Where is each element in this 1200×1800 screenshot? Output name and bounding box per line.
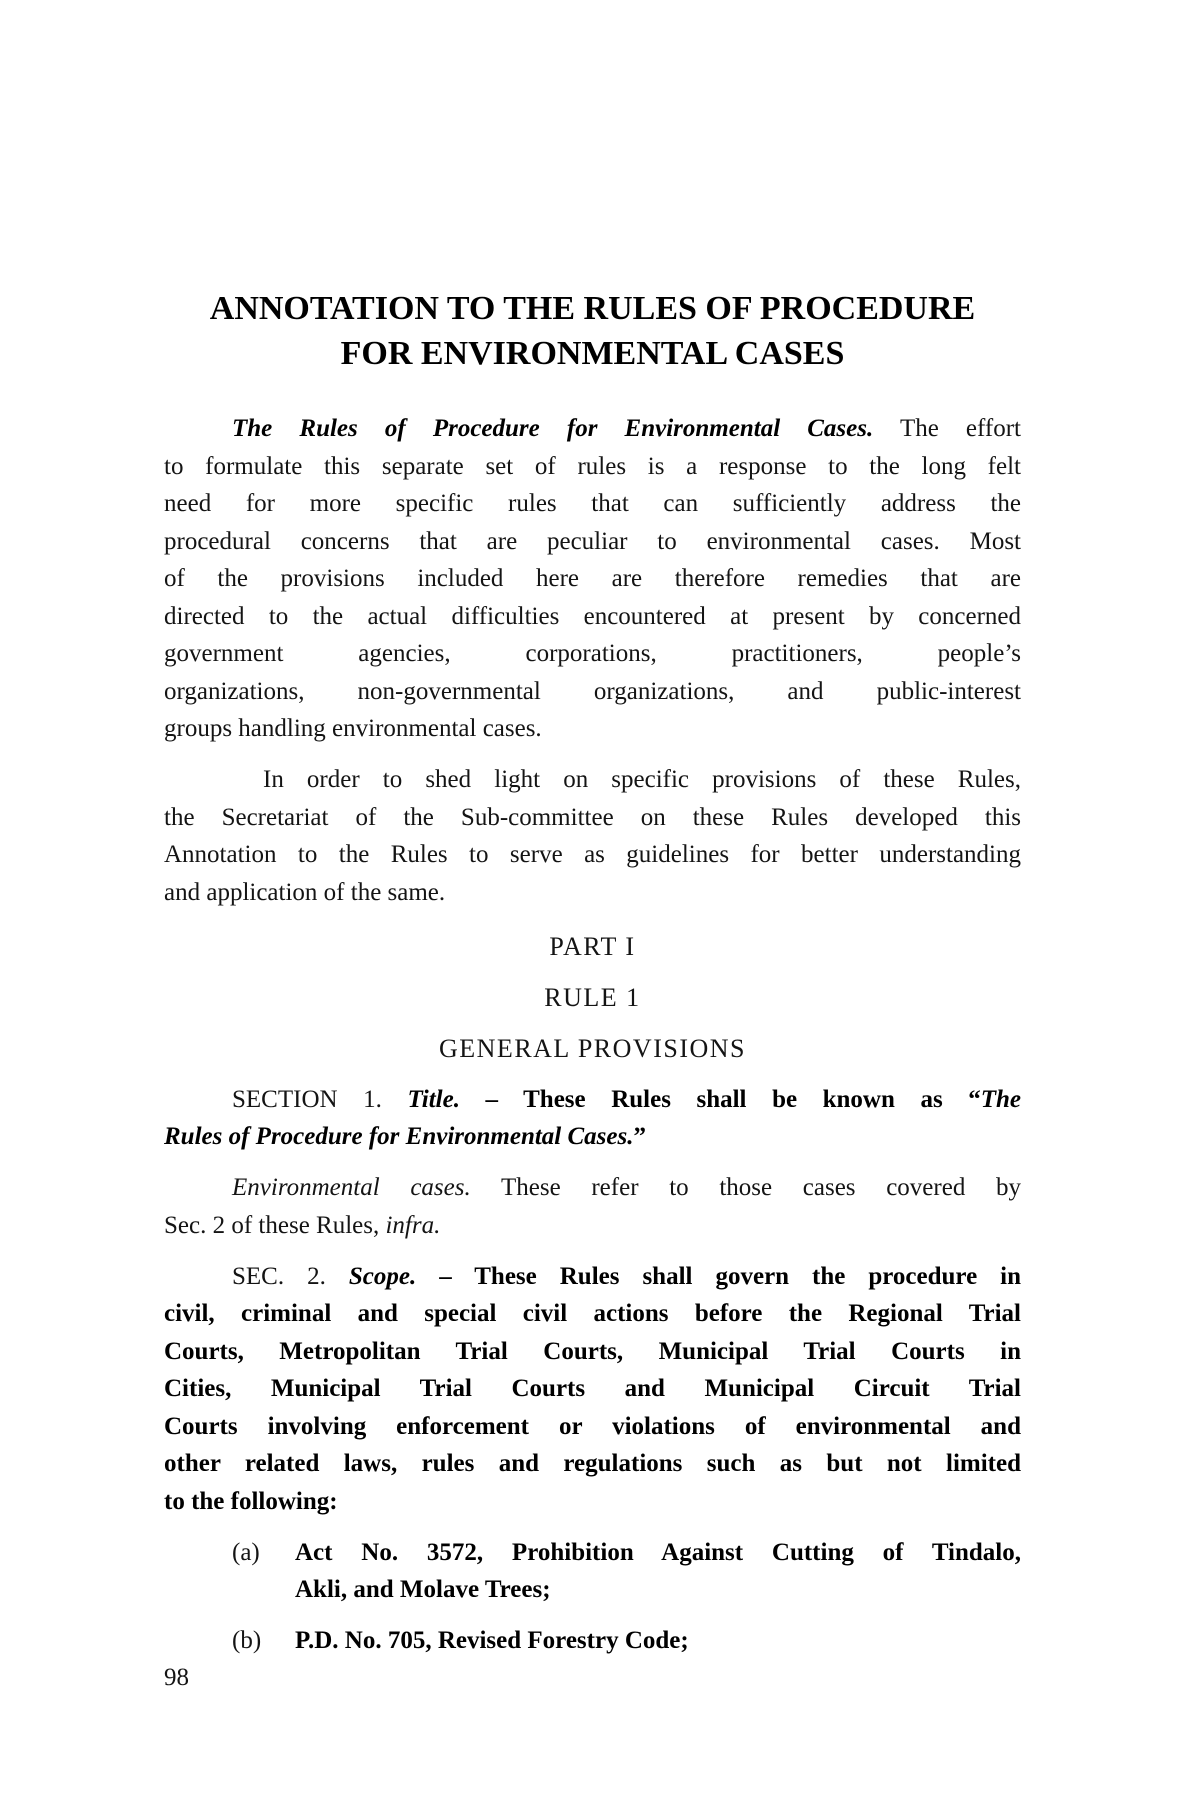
paragraph-line: Annotation to the Rules to serve as guidelines for better understanding bbox=[164, 841, 1021, 868]
paragraph-line: directed to the actual difficulties encountered at present by concerned bbox=[164, 602, 1021, 630]
paragraph-line: groups handling environmental cases. bbox=[164, 715, 542, 742]
line-text: The effort bbox=[899, 415, 1021, 442]
paragraph-line: procedural concerns that are peculiar to environmental cases. Most bbox=[164, 527, 1021, 555]
page-number: 98 bbox=[164, 1664, 189, 1691]
quoted-title: Rules of Procedure for Environmental Cases. bbox=[164, 1123, 634, 1150]
law-item-text bbox=[295, 1622, 1021, 1660]
section-line: civil, criminal and special civil actions before the Regional Trial bbox=[164, 1300, 1021, 1327]
title-line: FOR ENVIRONMENTAL CASES bbox=[340, 335, 845, 372]
note-text: These refer to those cases covered by bbox=[500, 1174, 1021, 1201]
section-line: to the following: bbox=[164, 1487, 338, 1515]
section-2 bbox=[164, 1258, 1021, 1521]
paragraph-line: of the provisions included here are therefore remedies that are bbox=[164, 565, 1021, 592]
rule-heading: RULE 1 bbox=[544, 982, 641, 1012]
quoted-title: The bbox=[980, 1085, 1022, 1113]
section-line bbox=[164, 1258, 1021, 1296]
section-heading: Scope. bbox=[348, 1262, 417, 1290]
part-heading: PART I bbox=[549, 931, 636, 961]
purpose-paragraph bbox=[164, 761, 1021, 911]
law-item-line: Act No. 3572, Prohibition Against Cutting of Tindalo, bbox=[295, 1538, 1021, 1566]
section-line bbox=[164, 1081, 1021, 1119]
title-line: ANNOTATION TO THE RULES OF PROCEDURE bbox=[209, 290, 976, 327]
paragraph-line: the Secretariat of the Sub-committee on these Rules developed this bbox=[164, 803, 1021, 831]
intro-paragraph bbox=[164, 410, 1021, 748]
paragraph-line: and application of the same. bbox=[164, 878, 446, 906]
document-title bbox=[164, 286, 1021, 376]
section-text: – These Rules shall be known as “ bbox=[485, 1085, 981, 1113]
section-line: Courts, Metropolitan Trial Courts, Municipal Trial Courts in bbox=[164, 1337, 1021, 1365]
section-line: other related laws, rules and regulations such as but not limited bbox=[164, 1450, 1021, 1477]
law-item-text bbox=[295, 1534, 1021, 1609]
paragraph-line: need for more specific rules that can sufficiently address the bbox=[164, 490, 1021, 517]
intro-lead: The Rules of Procedure for Environmental Cases. bbox=[232, 415, 874, 442]
note-line bbox=[164, 1169, 1021, 1207]
document-page bbox=[164, 286, 1021, 1660]
paragraph-line: organizations, non-governmental organizations, and public-interest bbox=[164, 677, 1021, 705]
law-item-line: P.D. No. 705, Revised Forestry Code; bbox=[295, 1627, 689, 1654]
law-item-label: (a) bbox=[232, 1538, 260, 1566]
section-1 bbox=[164, 1081, 1021, 1156]
law-item-line: Akli, and Molave Trees; bbox=[295, 1576, 551, 1603]
law-item bbox=[164, 1534, 1021, 1609]
section-line: Courts involving enforcement or violations of environmental and bbox=[164, 1412, 1021, 1440]
law-item bbox=[164, 1622, 1021, 1660]
environmental-cases-note bbox=[164, 1169, 1021, 1244]
section-label: SECTION 1. bbox=[232, 1085, 382, 1113]
note-line bbox=[164, 1207, 1021, 1245]
section-heading: Title. bbox=[407, 1085, 460, 1113]
note-text: Sec. 2 of these Rules, bbox=[164, 1211, 380, 1239]
paragraph-line: government agencies, corporations, practitioners, people’s bbox=[164, 640, 1021, 667]
paragraph-line: to formulate this separate set of rules is a response to the long felt bbox=[164, 452, 1021, 480]
section-label: SEC. 2. bbox=[232, 1262, 326, 1290]
paragraph-line: In order to shed light on specific provisions of these Rules, bbox=[263, 766, 1021, 793]
note-citation: infra. bbox=[385, 1211, 441, 1239]
note-term: Environmental cases. bbox=[232, 1174, 471, 1201]
rule-title: GENERAL PROVISIONS bbox=[439, 1033, 746, 1063]
close-quote: ” bbox=[633, 1123, 646, 1150]
section-text: – These Rules shall govern the procedure in bbox=[439, 1262, 1021, 1290]
paragraph-line bbox=[164, 410, 1021, 448]
section-line: Cities, Municipal Trial Courts and Municipal Circuit Trial bbox=[164, 1375, 1021, 1402]
section-line bbox=[164, 1118, 1021, 1156]
law-item-label: (b) bbox=[232, 1627, 262, 1654]
